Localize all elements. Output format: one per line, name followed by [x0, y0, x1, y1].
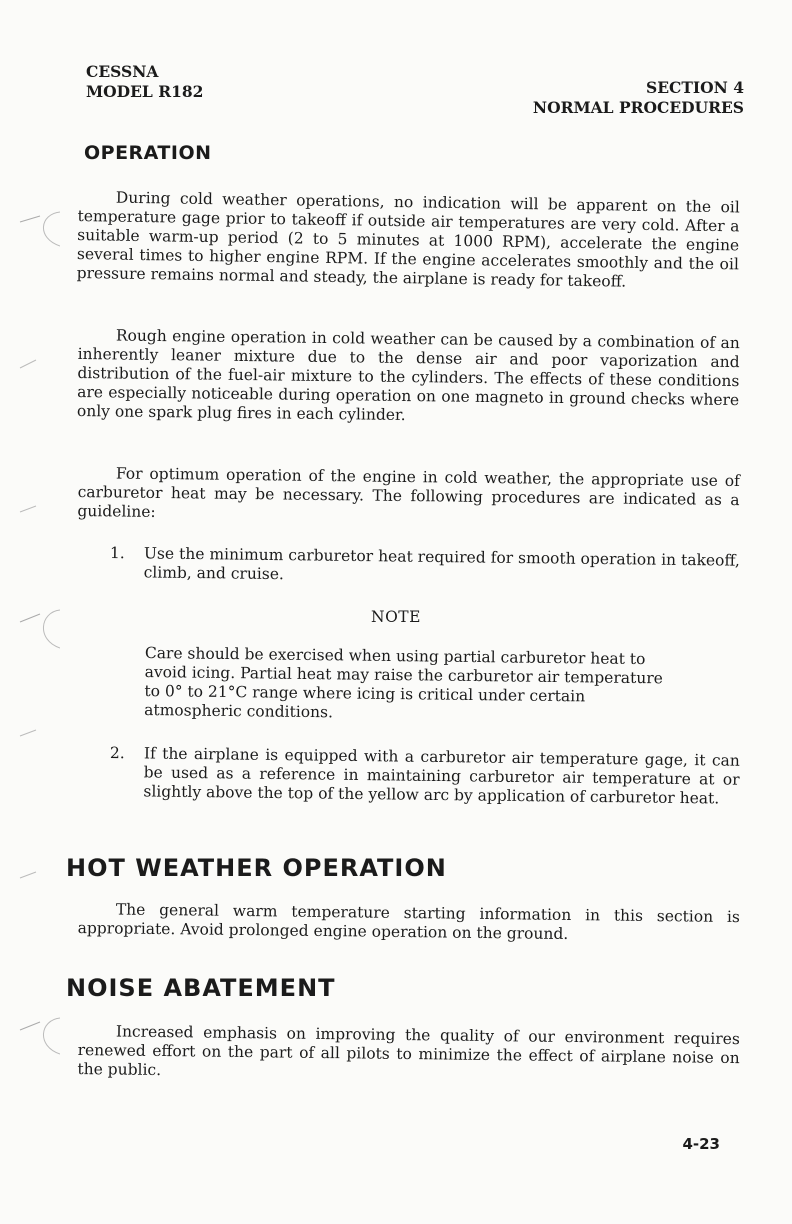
hot-weather-heading: HOT WEATHER OPERATION: [66, 854, 447, 882]
list-item-text: If the airplane is equipped with a carburetor air temperature gage, it can be used as a reference in maintaining carburetor air temperature at or slightly above the top of the yellow arc by application of carburetor heat.: [143, 744, 740, 808]
header-section-title: NORMAL PROCEDURES: [532, 98, 744, 117]
header-model: [86, 62, 203, 102]
header-manufacturer: CESSNA: [86, 62, 159, 81]
list-item-number: 1.: [109, 544, 125, 563]
list-item-number: 2.: [109, 744, 125, 763]
page-number: 4-23: [682, 1135, 720, 1153]
list-item-1: [110, 544, 740, 590]
operation-paragraph-3: For optimum operation of the engine in cold weather, the appropriate use of carburetor heat may be necessary. The following procedures are indicated as a guideline:: [77, 464, 740, 521]
header-model-number: MODEL R182: [86, 82, 204, 101]
note-text: Care should be exercised when using partial carburetor heat to avoid icing. Partial heat may raise the carburetor air temperature to 0° to 21°C range where icing is critical under certain atmospheric conditions.: [144, 644, 663, 722]
operation-paragraph-1: During cold weather operations, no indication will be apparent on the oil temperature gage prior to takeoff if outside air temperatures are very cold. After a suitable warm-up period (2 to 5 minutes at 1000 RPM), accelerate the engine several times to higher engine RPM. If the engine accelerates smoothly and the oil pressure remains normal and steady, the airplane is ready for takeoff.: [76, 188, 740, 291]
header-section-number: SECTION 4: [646, 78, 744, 97]
hot-weather-paragraph: The general warm temperature starting information in this section is appropriate. Avoid prolonged engine operation on the ground.: [77, 900, 740, 943]
list-item-text: Use the minimum carburetor heat required for smooth operation in takeoff, climb, and cruise.: [143, 544, 740, 584]
operation-paragraph-2: Rough engine operation in cold weather can be caused by a combination of an inherently leaner mixture due to the dense air and poor vaporization and distribution of the fuel-air mixture to the cylinders. The effects of these conditions are especially noticeable during operation on one magneto in ground checks where only one spark plug fires in each cylinder.: [76, 326, 740, 425]
operation-heading: OPERATION: [84, 142, 212, 164]
noise-abatement-heading: NOISE ABATEMENT: [66, 974, 336, 1002]
list-item-2: [109, 744, 740, 809]
noise-abatement-paragraph: Increased emphasis on improving the quality of our environment requires renewed effort on the part of all pilots to minimize the effect of airplane noise on the public.: [77, 1022, 740, 1080]
header-section: [533, 78, 744, 118]
note-title: NOTE: [371, 608, 421, 626]
